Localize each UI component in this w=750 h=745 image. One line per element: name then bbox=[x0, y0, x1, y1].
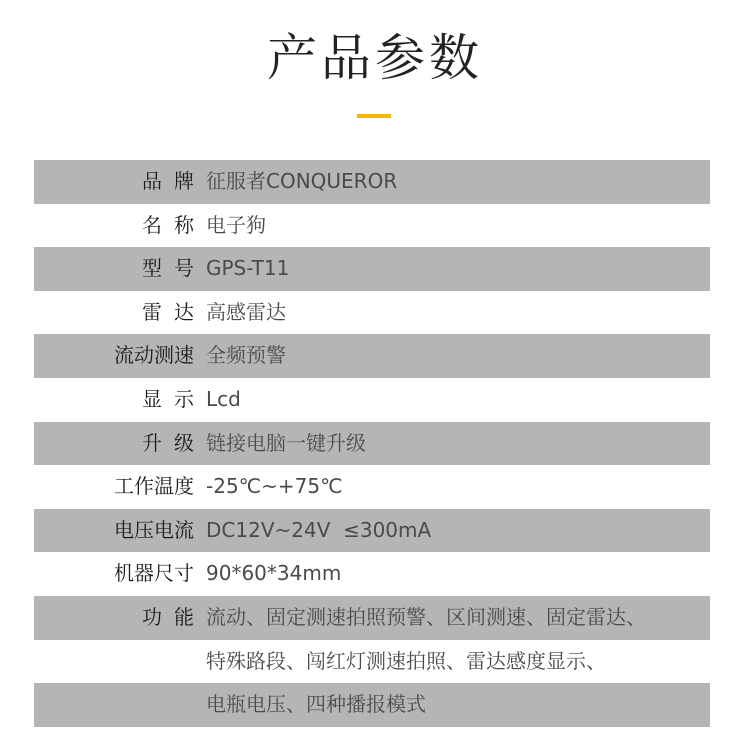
spec-value: 电瓶电压、四种播报模式 bbox=[206, 692, 426, 717]
spec-row-mobile-speed bbox=[34, 334, 710, 378]
spec-value: 电子狗 bbox=[206, 212, 266, 237]
spec-row-functions bbox=[34, 596, 710, 640]
spec-row-upgrade bbox=[34, 422, 710, 466]
spec-value: Lcd bbox=[206, 386, 241, 411]
spec-row-model bbox=[34, 247, 710, 291]
spec-value: -25℃~+75℃ bbox=[206, 474, 343, 499]
spec-value: 特殊路段、闯红灯测速拍照、雷达感度显示、 bbox=[206, 648, 606, 673]
spec-row-radar bbox=[34, 291, 710, 335]
spec-label: 机器尺寸 bbox=[114, 561, 194, 586]
spec-label: 功能 bbox=[142, 604, 206, 629]
spec-value: 90*60*34mm bbox=[206, 561, 342, 586]
page-title: 产品参数 bbox=[267, 29, 483, 87]
spec-value: 全频预警 bbox=[206, 343, 286, 368]
spec-value: GPS-T11 bbox=[206, 256, 290, 281]
spec-row-brand bbox=[34, 160, 710, 204]
title-accent-bar bbox=[357, 114, 391, 118]
spec-value: 流动、固定测速拍照预警、区间测速、固定雷达、 bbox=[206, 604, 646, 629]
spec-row-functions-cont-1 bbox=[34, 640, 710, 684]
spec-value: 链接电脑一键升级 bbox=[206, 430, 366, 455]
spec-row-temperature bbox=[34, 465, 710, 509]
spec-label: 电压电流 bbox=[114, 517, 194, 542]
spec-label: 显示 bbox=[142, 386, 206, 411]
spec-row-display bbox=[34, 378, 710, 422]
spec-row-name bbox=[34, 204, 710, 248]
spec-value: 征服者CONQUEROR bbox=[206, 169, 398, 193]
spec-label: 名称 bbox=[142, 212, 206, 237]
spec-label: 雷达 bbox=[142, 299, 206, 324]
spec-row-functions-cont-2 bbox=[34, 683, 710, 727]
spec-label: 工作温度 bbox=[114, 474, 194, 499]
spec-value: 高感雷达 bbox=[206, 299, 286, 324]
spec-label: 流动测速 bbox=[114, 343, 194, 368]
spec-label: 升级 bbox=[142, 430, 206, 455]
spec-table bbox=[34, 160, 710, 727]
spec-row-dimensions bbox=[34, 552, 710, 596]
spec-label: 型号 bbox=[142, 256, 206, 281]
spec-value: DC12V~24V ≤300mA bbox=[206, 517, 432, 542]
spec-label: 品牌 bbox=[142, 169, 206, 193]
spec-row-voltage-current bbox=[34, 509, 710, 553]
